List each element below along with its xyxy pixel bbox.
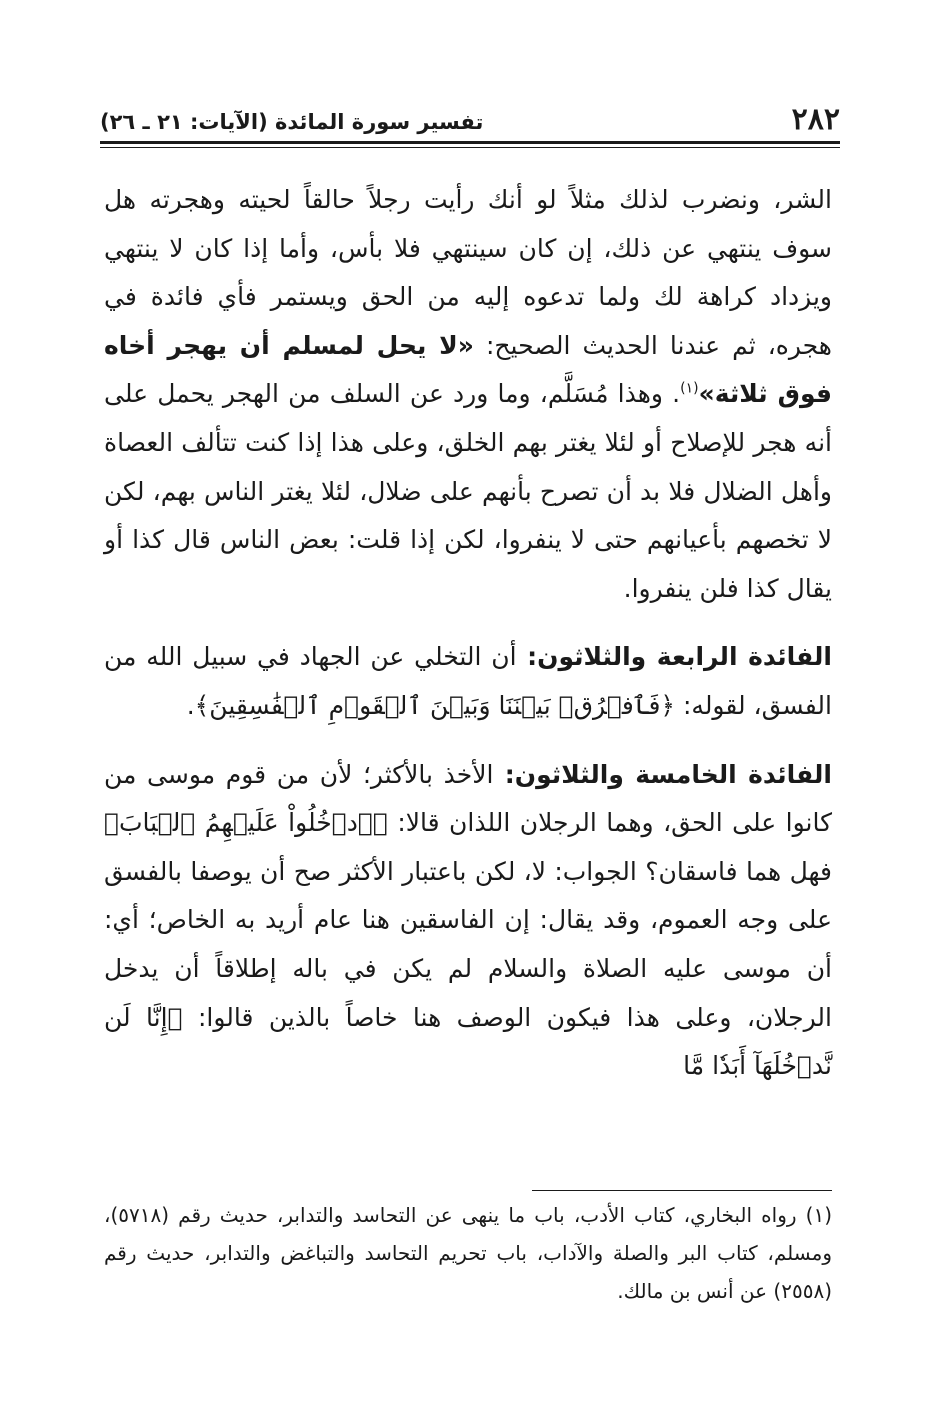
header-rule-thin (100, 147, 840, 148)
benefit-35-heading: الفائدة الخامسة والثلاثون: (493, 759, 832, 789)
benefit-34-heading: الفائدة الرابعة والثلاثون: (516, 642, 832, 672)
running-title: تفسير سورة المائدة (الآيات: ٢١ ـ ٢٦) (100, 110, 484, 134)
paragraph-3 (104, 751, 832, 1091)
benefit-35-text: الأخذ بالأكثر؛ لأن من قوم موسى من كانوا على الحق، وهما الرجلان اللذان قالا: ﴿ٱدۡخُلُواْ عَلَيۡهِمُ ٱلۡبَابَ﴾ فهل هما فاسقان؟ الجواب: لا، لكن باعتبار الأكثر صح أن يوصفا بالفسق على وجه العموم، وقد يقال: إن الفاسقين هنا عام أريد به الخاص؛ أي: أن موسى عليه الصلاة والسلام لم يكن في باله إطلاقاً أن يدخل الرجلان، وعلى هذا فيكون الوصف هنا خاصاً بالذين قالوا: ﴿إِنَّا لَن نَّدۡخُلَهَآ أَبَدٗا مَّا (104, 759, 832, 1081)
hadith-quote: «لا يحل لمسلم أن يهجر أخاه فوق ثلاثة» (104, 330, 833, 409)
paragraph-spacer (104, 613, 832, 633)
paragraph-1-text-b: . وهذا مُسَلَّم، وما ورد عن السلف من الهجر يحمل على أنه هجر للإصلاح أو لئلا يغتر بهم الخلق، وعلى هذا إذا كنت تتألف العصاة وأهل الضلال فلا بد أن تصرح بأنهم على ضلال، لئلا يغتر الناس بهم، لكن لا تخصهم بأعيانهم حتى لا ينفروا، لكن إذا قلت: بعض الناس قال كذا أو يقال كذا فلن ينفروا. (104, 379, 832, 603)
header-rule-thick (100, 141, 840, 144)
footnote-separator (532, 1190, 832, 1191)
benefit-34-text: أن التخلي عن الجهاد في سبيل الله من الفسق، لقوله: ﴿فَٱفۡرُقۡ بَيۡنَنَا وَبَيۡنَ ٱلۡقَوۡمِ ٱلۡفَٰسِقِينَ﴾. (104, 642, 832, 720)
footnotes (104, 1196, 832, 1310)
page-header (100, 100, 840, 140)
page-number: ٢٨٢ (791, 102, 840, 137)
paragraph-1-text-a: الشر، ونضرب لذلك مثلاً لو أنك رأيت رجلاً حالقاً لحيته وهجرته هل سوف ينتهي عن ذلك، إن كان سينتهي فلا بأس، وأما إذا كان لا ينتهي ويزداد كراهة لك ولما تدعوه إليه من الحق ويستمر فأي فائدة في هجره، ثم عندنا الحديث الصحيح: (104, 185, 832, 360)
paragraph-2 (104, 633, 832, 730)
footnote-reference: (١) (680, 381, 699, 398)
paragraph-1 (104, 176, 832, 613)
footnote-1: (١) رواه البخاري، كتاب الأدب، باب ما ينهى عن التحاسد والتدابر، حديث رقم (٥٧١٨)، ومسلم، كتاب البر والصلة والآداب، باب تحريم التحاسد والتباغض والتدابر، حديث رقم (٢٥٥٨) عن أنس بن مالك. (104, 1203, 832, 1303)
paragraph-spacer (104, 731, 832, 751)
main-text (104, 176, 832, 1091)
